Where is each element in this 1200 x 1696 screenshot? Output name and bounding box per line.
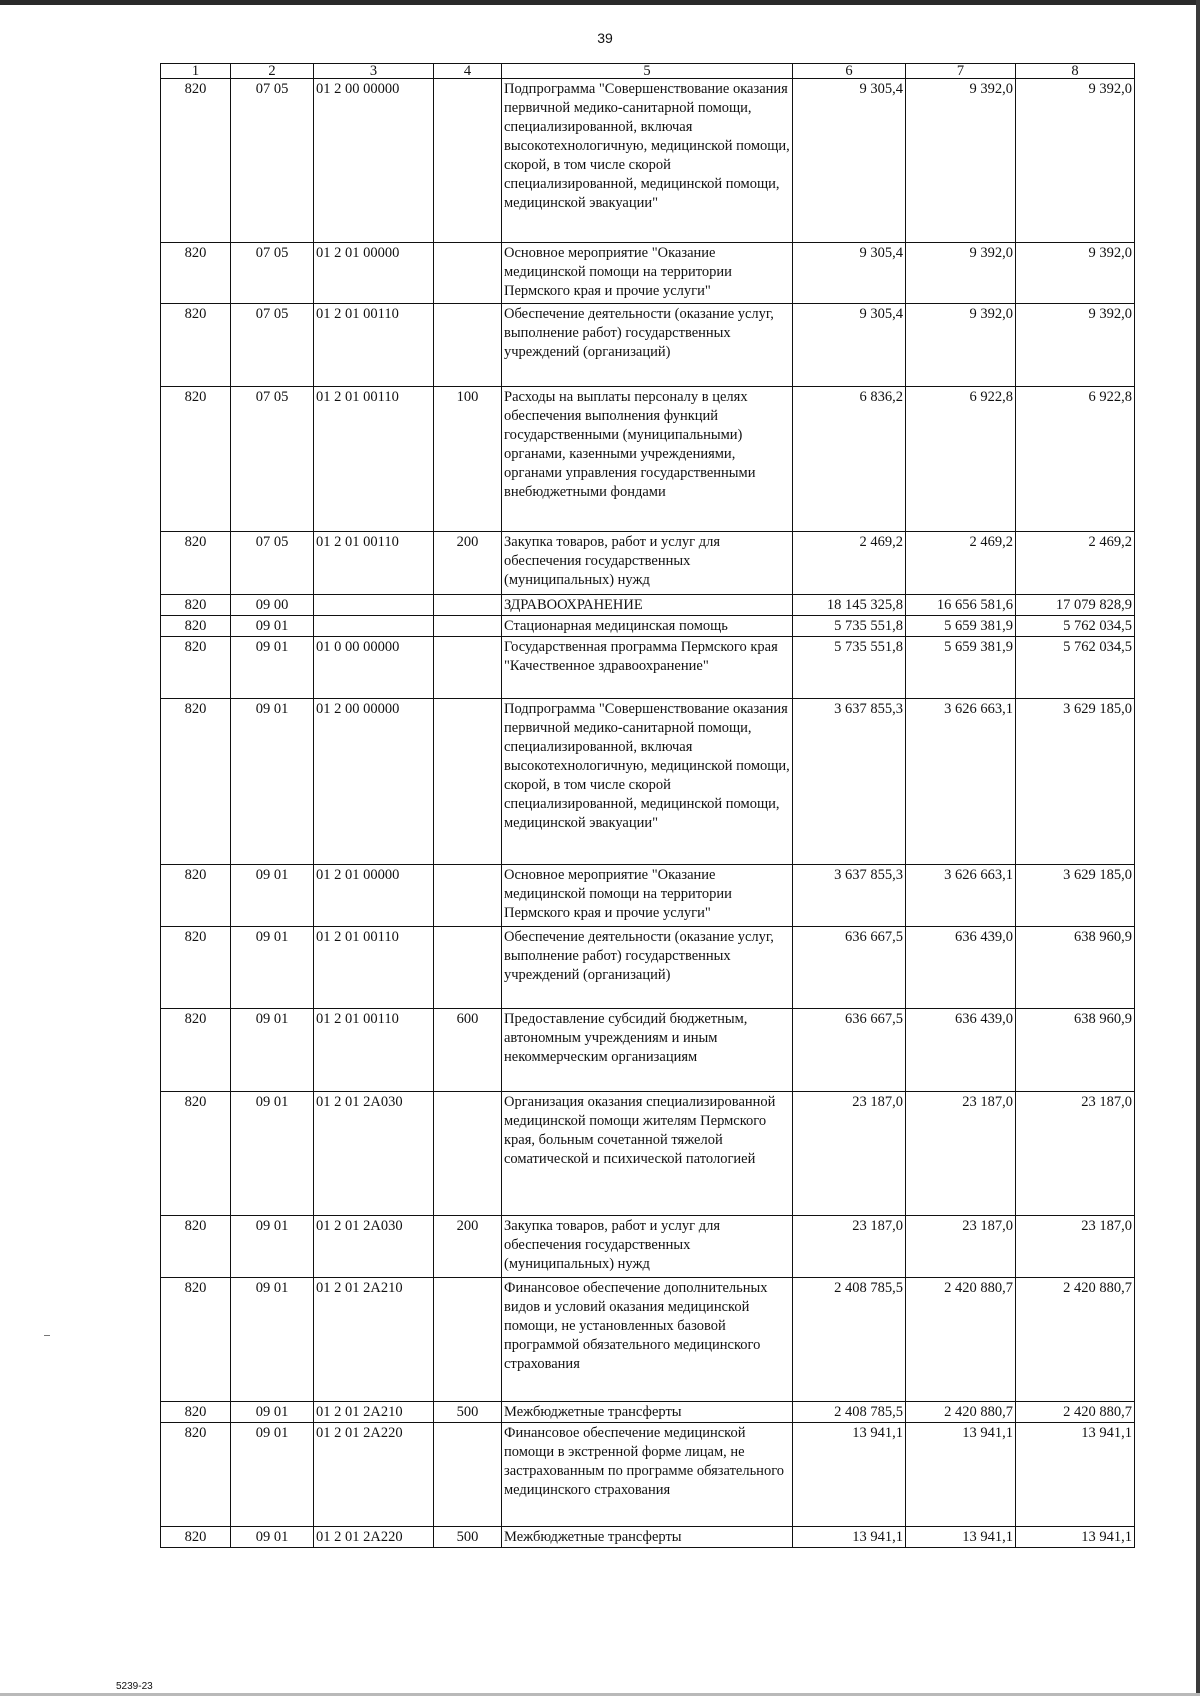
description-cell: Финансовое обеспечение дополнительных видов и условий оказания медицинской помощи, не установленных базовой программой обязательного медицинского страхования — [502, 1278, 793, 1402]
table-row — [161, 304, 1135, 387]
section-cell: 07 05 — [231, 243, 314, 304]
table-body — [161, 64, 1135, 1548]
scan-mark — [44, 1335, 50, 1336]
admin-code-cell: 820 — [161, 1216, 231, 1278]
section-cell: 09 01 — [231, 699, 314, 865]
table-row — [161, 637, 1135, 699]
document-code: 5239-23 — [116, 1681, 153, 1692]
expense-type-cell: 200 — [434, 532, 502, 595]
amount-2025-cell: 9 392,0 — [1016, 243, 1135, 304]
expense-type-cell: 100 — [434, 387, 502, 532]
amount-2023-cell: 9 305,4 — [793, 304, 906, 387]
table-row — [161, 243, 1135, 304]
target-article-cell: 01 2 00 00000 — [314, 699, 434, 865]
amount-2024-cell: 9 392,0 — [906, 79, 1016, 243]
admin-code-cell: 820 — [161, 1402, 231, 1423]
description-cell: Стационарная медицинская помощь — [502, 616, 793, 637]
description-cell: Подпрограмма "Совершенствование оказания первичной медико-санитарной помощи, специализированной, включая высокотехнологичную, медицинской помощи, скорой, в том числе скорой специализированной, медицинской помощи, медицинской эвакуации" — [502, 699, 793, 865]
amount-2023-cell: 5 735 551,8 — [793, 616, 906, 637]
amount-2023-cell: 3 637 855,3 — [793, 865, 906, 927]
column-header-4: 4 — [434, 64, 502, 79]
target-article-cell: 01 0 00 00000 — [314, 637, 434, 699]
table-row — [161, 1402, 1135, 1423]
description-cell: Государственная программа Пермского края "Качественное здравоохранение" — [502, 637, 793, 699]
amount-2023-cell: 18 145 325,8 — [793, 595, 906, 616]
table-row — [161, 1092, 1135, 1216]
expense-type-cell — [434, 1092, 502, 1216]
section-cell: 09 01 — [231, 1402, 314, 1423]
amount-2024-cell: 2 420 880,7 — [906, 1402, 1016, 1423]
target-article-cell — [314, 616, 434, 637]
admin-code-cell: 820 — [161, 1527, 231, 1548]
amount-2025-cell: 23 187,0 — [1016, 1216, 1135, 1278]
expense-type-cell — [434, 304, 502, 387]
expense-type-cell — [434, 865, 502, 927]
section-cell: 09 01 — [231, 865, 314, 927]
amount-2023-cell: 3 637 855,3 — [793, 699, 906, 865]
page-number: 39 — [597, 30, 613, 46]
admin-code-cell: 820 — [161, 1423, 231, 1527]
section-cell: 09 01 — [231, 616, 314, 637]
amount-2025-cell: 638 960,9 — [1016, 927, 1135, 1009]
admin-code-cell: 820 — [161, 595, 231, 616]
table-row — [161, 927, 1135, 1009]
amount-2025-cell: 6 922,8 — [1016, 387, 1135, 532]
amount-2023-cell: 5 735 551,8 — [793, 637, 906, 699]
admin-code-cell: 820 — [161, 304, 231, 387]
amount-2025-cell: 5 762 034,5 — [1016, 637, 1135, 699]
admin-code-cell: 820 — [161, 1092, 231, 1216]
target-article-cell: 01 2 01 2А220 — [314, 1423, 434, 1527]
admin-code-cell: 820 — [161, 1278, 231, 1402]
column-header-8: 8 — [1016, 64, 1135, 79]
section-cell: 09 01 — [231, 1092, 314, 1216]
target-article-cell: 01 2 01 2А210 — [314, 1278, 434, 1402]
target-article-cell: 01 2 01 00110 — [314, 1009, 434, 1092]
amount-2024-cell: 5 659 381,9 — [906, 616, 1016, 637]
amount-2025-cell: 13 941,1 — [1016, 1423, 1135, 1527]
expense-type-cell: 200 — [434, 1216, 502, 1278]
description-cell: Обеспечение деятельности (оказание услуг, выполнение работ) государственных учреждений (организаций) — [502, 304, 793, 387]
admin-code-cell: 820 — [161, 243, 231, 304]
amount-2025-cell: 3 629 185,0 — [1016, 699, 1135, 865]
amount-2024-cell: 636 439,0 — [906, 1009, 1016, 1092]
amount-2025-cell: 13 941,1 — [1016, 1527, 1135, 1548]
expense-type-cell — [434, 595, 502, 616]
expense-type-cell — [434, 927, 502, 1009]
amount-2023-cell: 2 408 785,5 — [793, 1402, 906, 1423]
expense-type-cell — [434, 699, 502, 865]
column-header-1: 1 — [161, 64, 231, 79]
amount-2025-cell: 9 392,0 — [1016, 304, 1135, 387]
description-cell: Подпрограмма "Совершенствование оказания первичной медико-санитарной помощи, специализированной, включая высокотехнологичную, медицинской помощи, скорой, в том числе скорой специализированной, медицинской помощи, медицинской эвакуации" — [502, 79, 793, 243]
description-cell: Организация оказания специализированной медицинской помощи жителям Пермского края, больным сочетанной тяжелой соматической и психической патологией — [502, 1092, 793, 1216]
target-article-cell: 01 2 01 00000 — [314, 865, 434, 927]
amount-2024-cell: 3 626 663,1 — [906, 865, 1016, 927]
description-cell: Обеспечение деятельности (оказание услуг, выполнение работ) государственных учреждений (организаций) — [502, 927, 793, 1009]
expense-type-cell — [434, 637, 502, 699]
target-article-cell: 01 2 01 2А220 — [314, 1527, 434, 1548]
amount-2025-cell: 23 187,0 — [1016, 1092, 1135, 1216]
target-article-cell: 01 2 01 00110 — [314, 532, 434, 595]
amount-2024-cell: 6 922,8 — [906, 387, 1016, 532]
amount-2024-cell: 23 187,0 — [906, 1092, 1016, 1216]
amount-2023-cell: 9 305,4 — [793, 79, 906, 243]
description-cell: Расходы на выплаты персоналу в целях обеспечения выполнения функций государственными (муниципальными) органами, казенными учреждениями, органами управления государственными внебюджетными фондами — [502, 387, 793, 532]
table-row — [161, 699, 1135, 865]
column-header-3: 3 — [314, 64, 434, 79]
table-row — [161, 1423, 1135, 1527]
table-row — [161, 79, 1135, 243]
amount-2023-cell: 6 836,2 — [793, 387, 906, 532]
scan-border-top — [0, 0, 1200, 5]
amount-2023-cell: 9 305,4 — [793, 243, 906, 304]
expense-type-cell — [434, 243, 502, 304]
amount-2024-cell: 5 659 381,9 — [906, 637, 1016, 699]
table-row — [161, 532, 1135, 595]
amount-2024-cell: 2 420 880,7 — [906, 1278, 1016, 1402]
amount-2025-cell: 638 960,9 — [1016, 1009, 1135, 1092]
amount-2024-cell: 23 187,0 — [906, 1216, 1016, 1278]
expense-type-cell: 600 — [434, 1009, 502, 1092]
amount-2023-cell: 2 469,2 — [793, 532, 906, 595]
column-header-7: 7 — [906, 64, 1016, 79]
section-cell: 07 05 — [231, 79, 314, 243]
amount-2025-cell: 3 629 185,0 — [1016, 865, 1135, 927]
amount-2025-cell: 5 762 034,5 — [1016, 616, 1135, 637]
amount-2025-cell: 2 420 880,7 — [1016, 1278, 1135, 1402]
admin-code-cell: 820 — [161, 699, 231, 865]
expense-type-cell: 500 — [434, 1527, 502, 1548]
header-row — [161, 64, 1135, 79]
admin-code-cell: 820 — [161, 865, 231, 927]
section-cell: 07 05 — [231, 532, 314, 595]
section-cell: 09 01 — [231, 1216, 314, 1278]
target-article-cell: 01 2 01 00110 — [314, 927, 434, 1009]
expense-type-cell — [434, 1278, 502, 1402]
expense-type-cell — [434, 616, 502, 637]
admin-code-cell: 820 — [161, 532, 231, 595]
column-header-6: 6 — [793, 64, 906, 79]
expense-type-cell: 500 — [434, 1402, 502, 1423]
description-cell: Основное мероприятие "Оказание медицинской помощи на территории Пермского края и прочие услуги" — [502, 243, 793, 304]
description-cell: Межбюджетные трансферты — [502, 1402, 793, 1423]
admin-code-cell: 820 — [161, 387, 231, 532]
column-header-2: 2 — [231, 64, 314, 79]
amount-2025-cell: 2 420 880,7 — [1016, 1402, 1135, 1423]
section-cell: 09 00 — [231, 595, 314, 616]
expense-type-cell — [434, 1423, 502, 1527]
amount-2024-cell: 2 469,2 — [906, 532, 1016, 595]
amount-2025-cell: 9 392,0 — [1016, 79, 1135, 243]
description-cell: Закупка товаров, работ и услуг для обеспечения государственных (муниципальных) нужд — [502, 532, 793, 595]
description-cell: Финансовое обеспечение медицинской помощи в экстренной форме лицам, не застрахованным по программе обязательного медицинского страхования — [502, 1423, 793, 1527]
description-cell: Основное мероприятие "Оказание медицинской помощи на территории Пермского края и прочие услуги" — [502, 865, 793, 927]
section-cell: 09 01 — [231, 1009, 314, 1092]
target-article-cell: 01 2 01 00110 — [314, 387, 434, 532]
amount-2023-cell: 23 187,0 — [793, 1092, 906, 1216]
amount-2023-cell: 23 187,0 — [793, 1216, 906, 1278]
amount-2023-cell: 2 408 785,5 — [793, 1278, 906, 1402]
amount-2024-cell: 3 626 663,1 — [906, 699, 1016, 865]
amount-2024-cell: 13 941,1 — [906, 1423, 1016, 1527]
amount-2023-cell: 636 667,5 — [793, 1009, 906, 1092]
admin-code-cell: 820 — [161, 637, 231, 699]
description-cell: Межбюджетные трансферты — [502, 1527, 793, 1548]
target-article-cell: 01 2 01 2А030 — [314, 1092, 434, 1216]
scan-border-right — [1196, 0, 1200, 1696]
table-row — [161, 1216, 1135, 1278]
amount-2024-cell: 13 941,1 — [906, 1527, 1016, 1548]
admin-code-cell: 820 — [161, 927, 231, 1009]
table-row — [161, 1278, 1135, 1402]
section-cell: 07 05 — [231, 387, 314, 532]
target-article-cell: 01 2 01 2А210 — [314, 1402, 434, 1423]
table-row — [161, 865, 1135, 927]
target-article-cell: 01 2 00 00000 — [314, 79, 434, 243]
amount-2024-cell: 16 656 581,6 — [906, 595, 1016, 616]
budget-table — [160, 63, 1135, 1548]
table-row — [161, 1009, 1135, 1092]
amount-2025-cell: 2 469,2 — [1016, 532, 1135, 595]
amount-2024-cell: 636 439,0 — [906, 927, 1016, 1009]
admin-code-cell: 820 — [161, 79, 231, 243]
description-cell: ЗДРАВООХРАНЕНИЕ — [502, 595, 793, 616]
amount-2025-cell: 17 079 828,9 — [1016, 595, 1135, 616]
target-article-cell — [314, 595, 434, 616]
target-article-cell: 01 2 01 00000 — [314, 243, 434, 304]
section-cell: 07 05 — [231, 304, 314, 387]
target-article-cell: 01 2 01 00110 — [314, 304, 434, 387]
section-cell: 09 01 — [231, 1278, 314, 1402]
amount-2023-cell: 13 941,1 — [793, 1527, 906, 1548]
table-row — [161, 616, 1135, 637]
amount-2023-cell: 13 941,1 — [793, 1423, 906, 1527]
description-cell: Закупка товаров, работ и услуг для обеспечения государственных (муниципальных) нужд — [502, 1216, 793, 1278]
table-row — [161, 387, 1135, 532]
amount-2023-cell: 636 667,5 — [793, 927, 906, 1009]
column-header-5: 5 — [502, 64, 793, 79]
amount-2024-cell: 9 392,0 — [906, 243, 1016, 304]
expense-type-cell — [434, 79, 502, 243]
description-cell: Предоставление субсидий бюджетным, автономным учреждениям и иным некоммерческим организациям — [502, 1009, 793, 1092]
admin-code-cell: 820 — [161, 1009, 231, 1092]
section-cell: 09 01 — [231, 637, 314, 699]
section-cell: 09 01 — [231, 1527, 314, 1548]
table-row — [161, 595, 1135, 616]
amount-2024-cell: 9 392,0 — [906, 304, 1016, 387]
section-cell: 09 01 — [231, 1423, 314, 1527]
table-row — [161, 1527, 1135, 1548]
target-article-cell: 01 2 01 2А030 — [314, 1216, 434, 1278]
section-cell: 09 01 — [231, 927, 314, 1009]
admin-code-cell: 820 — [161, 616, 231, 637]
